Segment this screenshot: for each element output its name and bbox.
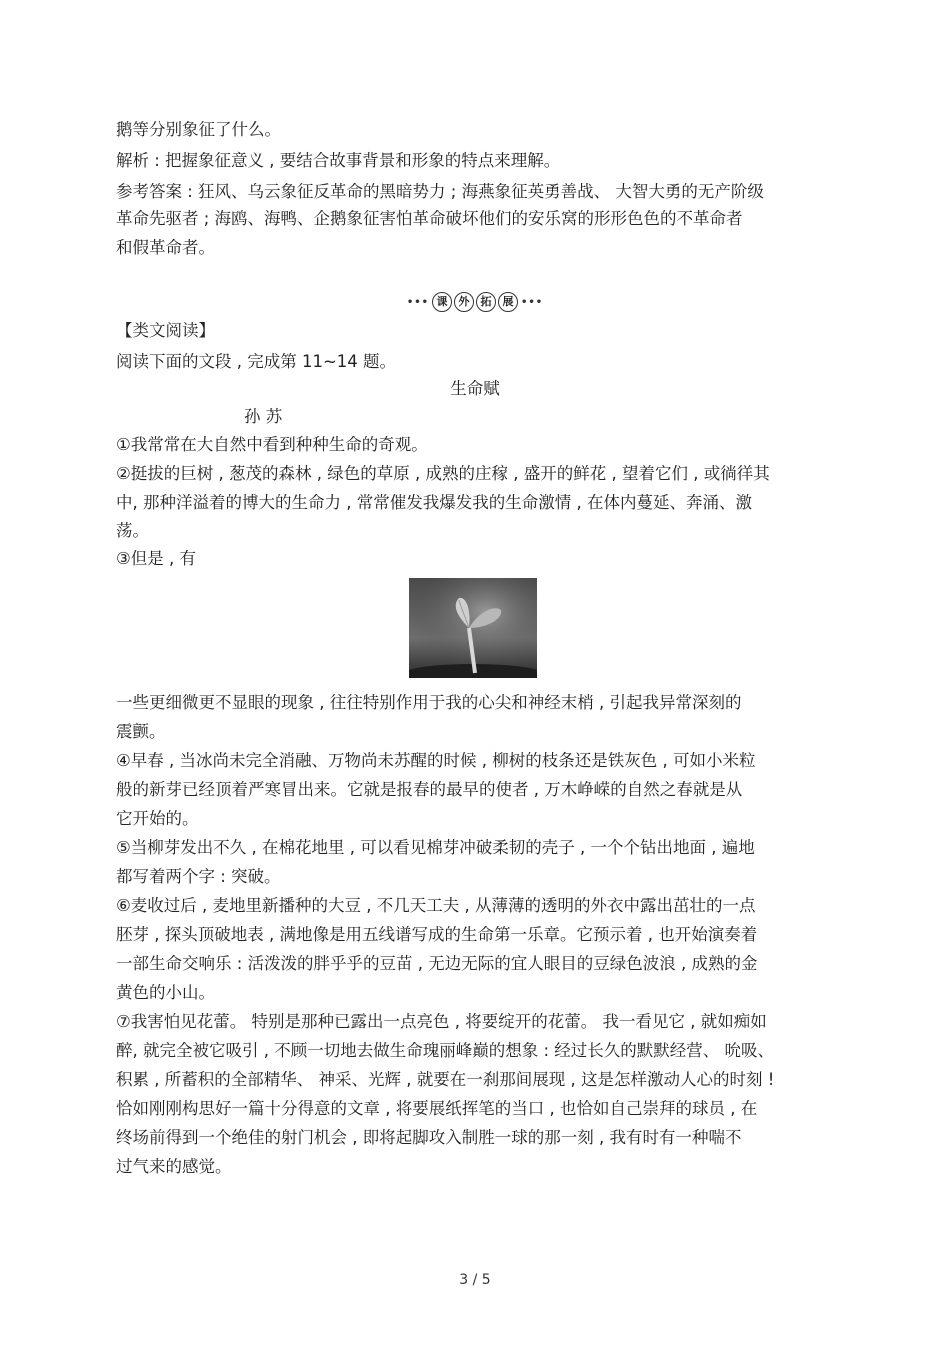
paragraph-line: 荡。 <box>116 521 149 540</box>
paragraph-line: ④早春 , 当冰尚未完全消融、万物尚未苏醒的时候 , 柳树的枝条还是铁灰色 , 可如小米粒 <box>116 751 756 770</box>
paragraph-line: ⑦我害怕见花蕾。 特别是那种已露出一点亮色 , 将要绽开的花蕾。 我一看见它 , 就如痴如 <box>116 1012 767 1031</box>
banner-char: 课 <box>432 292 452 312</box>
paragraph-line: ②挺拔的巨树 , 葱茂的森林 , 绿色的草原 , 成熟的庄稼 , 盛开的鲜花 , 望着它们 , 或徜徉其 <box>116 464 770 483</box>
paragraph-line: ⑤当柳芽发出不久 , 在棉花地里 , 可以看见棉芽冲破柔韧的壳子 , 一个个钻出地面 , 遍地 <box>116 838 755 857</box>
paragraph-line: 胚芽 , 探头顶破地表 , 满地像是用五线谱写成的生命第一乐章。它预示着 , 也开始演奏着 <box>116 925 758 944</box>
paragraph-line: ③但是 , 有 <box>116 549 197 568</box>
text-line: 鹅等分别象征了什么。 <box>116 120 281 139</box>
paragraph-line: 恰如刚刚构思好一篇十分得意的文章 , 将要展纸挥笔的当口 , 也恰如自己崇拜的球员 , 在 <box>116 1099 758 1118</box>
banner-char: 展 <box>498 292 518 312</box>
paragraph-line: 都写着两个字 : 突破。 <box>116 867 281 886</box>
paragraph-line: 醉, 就完全被它吸引 , 不顾一切地去做生命瑰丽峰巅的想象 : 经过长久的默默经营、 吮吸、 <box>116 1041 775 1060</box>
answer-line: 和假革命者。 <box>116 238 215 257</box>
sprout-photo <box>409 578 537 678</box>
article-author: 孙 苏 <box>244 407 283 426</box>
paragraph-line: 终场前得到一个绝佳的射门机会 , 即将起脚攻入制胜一球的那一刻 , 我有时有一种喘不 <box>116 1128 742 1147</box>
paragraph-line: 中, 那种洋溢着的博大的生命力 , 常常催发我爆发我的生命激情 , 在体内蔓延、奔涌、激 <box>116 493 752 512</box>
banner-left-dots: ••• <box>406 296 429 308</box>
paragraph-line: ①我常常在大自然中看到种种生命的奇观。 <box>116 435 428 454</box>
analysis-line: 解析 : 把握象征意义 , 要结合故事背景和形象的特点来理解。 <box>116 151 561 170</box>
section-label: 【类文阅读】 <box>116 321 215 340</box>
answer-line: 革命先驱者 ; 海鸥、海鸭、企鹅象征害怕革命破坏他们的安乐窝的形形色色的不革命者 <box>116 209 743 228</box>
paragraph-line: 积累 , 所蓄积的全部精华、 神采、光辉 , 就要在一刹那间展现 , 这是怎样激动人心的时刻 ! <box>116 1070 775 1089</box>
article-title: 生命赋 <box>450 379 500 398</box>
banner-right-dots: ••• <box>521 296 544 308</box>
paragraph-line: 过气来的感觉。 <box>116 1157 232 1176</box>
banner-char: 拓 <box>476 292 496 312</box>
paragraph-line: 般的新芽已经顶着严寒冒出来。它就是报春的最早的使者 , 万木峥嵘的自然之春就是从 <box>116 780 743 799</box>
paragraph-line: 它开始的。 <box>116 809 199 828</box>
banner-char: 外 <box>454 292 474 312</box>
paragraph-line: ⑥麦收过后 , 麦地里新播种的大豆 , 不几天工夫 , 从薄薄的透明的外衣中露出茁壮的一点 <box>116 896 756 915</box>
paragraph-line: 黄色的小山。 <box>116 983 215 1002</box>
paragraph-line: 一些更细微更不显眼的现象 , 往往特别作用于我的心尖和神经末梢 , 引起我异常深刻的 <box>116 693 742 712</box>
paragraph-line: 震颤。 <box>116 722 166 741</box>
paragraph-line: 一部生命交响乐 : 活泼泼的胖乎乎的豆苗 , 无边无际的宜人眼目的豆绿色波浪 , 成熟的金 <box>116 954 758 973</box>
instruction: 阅读下面的文段 , 完成第 11~14 题。 <box>116 352 397 371</box>
answer-line: 参考答案 : 狂风、乌云象征反革命的黑暗势力 ; 海燕象征英勇善战、 大智大勇的无产阶级 <box>116 182 764 201</box>
page-number: 3 / 5 <box>459 1272 491 1288</box>
section-banner <box>0 291 950 313</box>
